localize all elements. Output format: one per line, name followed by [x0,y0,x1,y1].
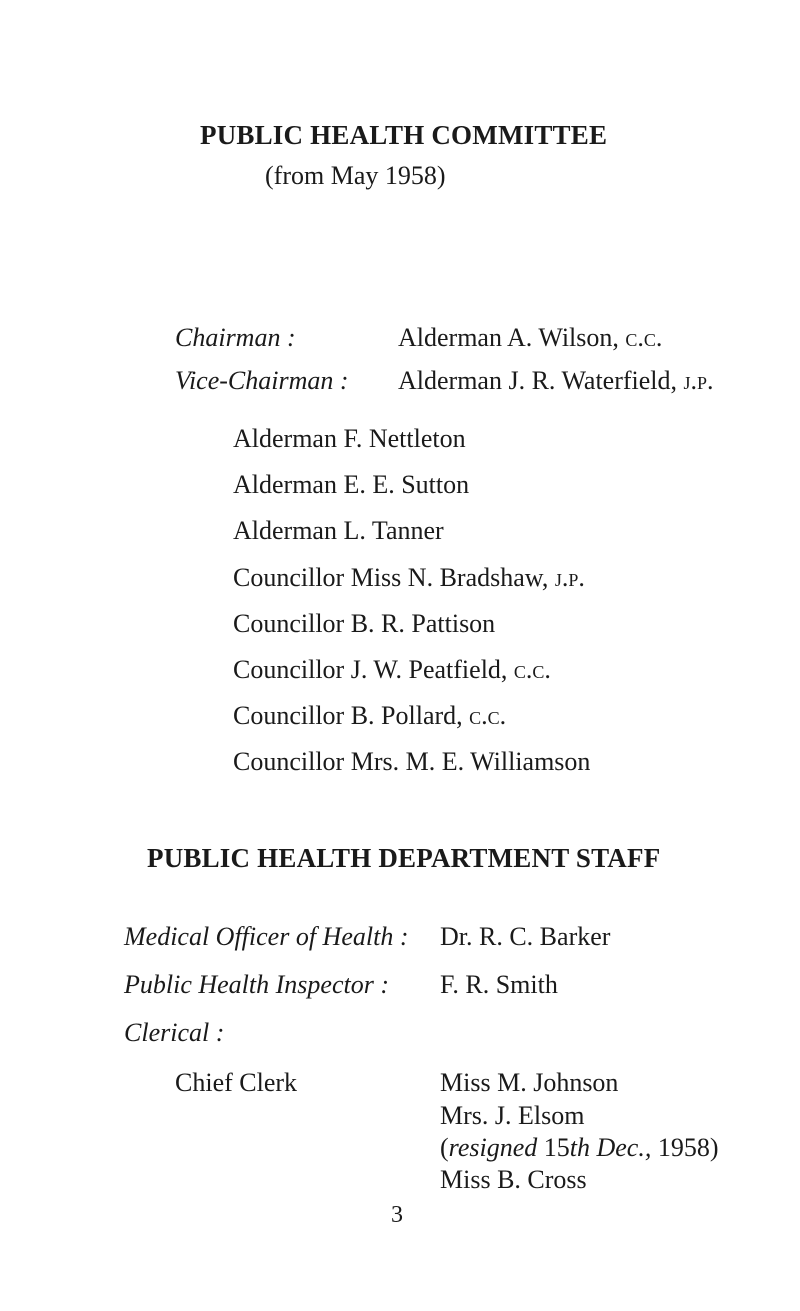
list-item [233,508,590,554]
note-day: 15 [543,1133,570,1162]
chief-clerk-label: Chief Clerk [175,1068,298,1097]
chairman-name: Alderman A. Wilson, [398,323,619,352]
list-item [233,555,590,601]
note-date: th Dec., [569,1133,652,1162]
member-name: Alderman L. Tanner [233,516,444,546]
note-resigned: resigned [448,1133,538,1162]
committee-subtitle: (from May 1958) [265,161,446,190]
member-suffix: c.c. [469,701,507,731]
member-suffix: c.c. [513,654,551,684]
member-name: Councillor B. R. Pattison [233,608,496,638]
list-item [233,462,590,508]
chairman-label: Chairman : [175,323,296,352]
phi-label: Public Health Inspector : [124,970,389,999]
list-item [233,739,590,785]
staff-title: PUBLIC HEALTH DEPARTMENT STAFF [147,843,661,873]
page-number: 3 [391,1202,403,1228]
member-name: Councillor J. W. Peatfield, [233,654,508,684]
list-item [233,647,590,693]
member-name: Councillor B. Pollard, [233,701,463,731]
member-name: Councillor Miss N. Bradshaw, [233,562,549,592]
member-name: Councillor Mrs. M. E. Williamson [233,747,591,777]
phi-name: F. R. Smith [440,970,558,999]
chief-clerk-name: Miss M. Johnson [440,1068,619,1097]
member-suffix: j.p. [554,562,585,592]
list-item [233,416,590,462]
clerk-elsom-name: Mrs. J. Elsom [440,1101,585,1130]
clerical-label: Clerical : [124,1018,225,1047]
chairman-entry [398,323,662,353]
clerk-cross-name: Miss B. Cross [440,1165,587,1194]
vice-chairman-entry [398,366,714,396]
chairman-suffix: c.c. [625,323,663,352]
list-item [233,693,590,739]
vice-chairman-name: Alderman J. R. Waterfield, [398,366,678,395]
note-year: 1958) [657,1133,719,1162]
clerk-elsom-note [440,1133,719,1163]
committee-title: PUBLIC HEALTH COMMITTEE [200,120,608,150]
moh-name: Dr. R. C. Barker [440,922,611,951]
vice-chairman-suffix: j.p. [683,366,714,395]
committee-member-list [233,416,590,786]
vice-chairman-label: Vice-Chairman : [175,366,349,395]
member-name: Alderman E. E. Sutton [233,470,470,500]
member-name: Alderman F. Nettleton [233,424,466,453]
note-open-paren: ( [440,1133,449,1162]
list-item [233,601,590,647]
moh-label: Medical Officer of Health : [124,922,409,951]
